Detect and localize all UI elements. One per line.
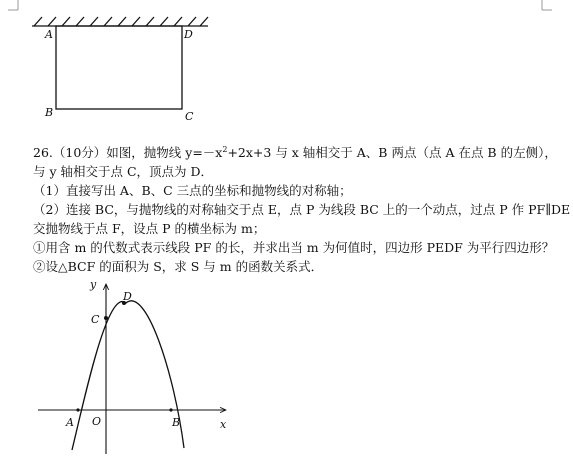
label-d: D (123, 290, 132, 303)
rectangle-figure (28, 10, 228, 122)
rectangle-abcd (56, 26, 182, 109)
label-b: B (45, 106, 54, 119)
label-d: D (184, 28, 193, 41)
parabola-curve (72, 301, 184, 450)
label-a: A (45, 28, 53, 41)
point-a (76, 408, 79, 411)
problem-line-1: 26.（10分）如图，抛物线 $y=-x^2+2x+3$ 与 x 轴相交于 A、B 两点（点 A 在点 B 的左侧）， (33, 145, 557, 160)
problem-part-2-line-2: 交抛物线于点 F，设点 P 的横坐标为 m； (33, 221, 266, 236)
problem-sub-1: ①用含 m 的代数式表示线段 PF 的长，并求出当 m 为何值时，四边形 PEDF 为平行四边形？ (33, 240, 555, 255)
label-c: C (185, 110, 194, 122)
crop-mark-right (540, 0, 560, 16)
label-y-axis: y (90, 278, 97, 291)
problem-sub-2: ②设△BCF 的面积为 S，求 S 与 m 的函数关系式． (33, 259, 324, 274)
point-b (169, 408, 172, 411)
problem-line-2: 与 y 轴相交于点 C，顶点为 D． (33, 164, 214, 179)
point-c (104, 316, 108, 320)
problem-part-1: （1）直接写出 A、B、C 三点的坐标和抛物线的对称轴； (33, 183, 352, 198)
ceiling-hatch (32, 17, 208, 26)
label-origin: O (92, 415, 102, 428)
label-b: B (172, 416, 181, 429)
parabola-graph (28, 272, 238, 462)
label-a: A (66, 416, 74, 429)
problem-part-2-line-1: （2）连接 BC，与抛物线的对称轴交于点 E，点 P 为线段 BC 上的一个动点，过点 P 作 PF∥DE (33, 202, 571, 217)
label-c: C (91, 313, 100, 326)
label-x-axis: x (220, 418, 227, 431)
crop-mark-left (0, 0, 20, 16)
